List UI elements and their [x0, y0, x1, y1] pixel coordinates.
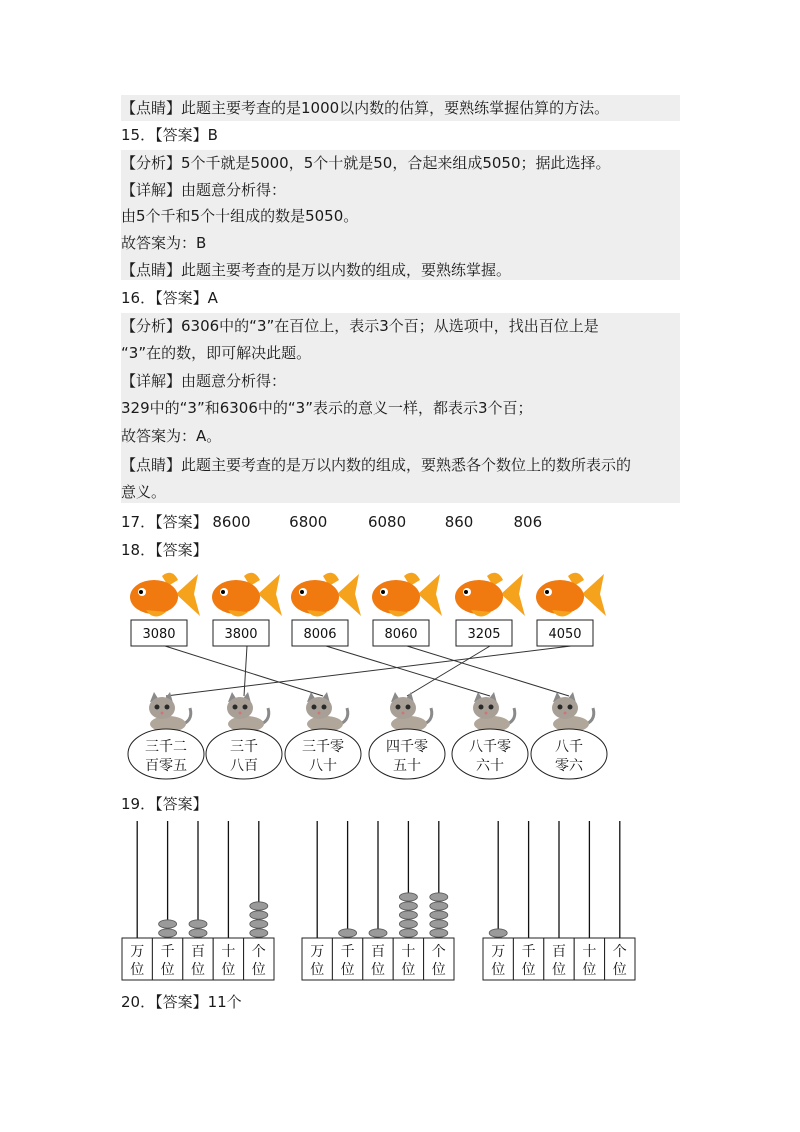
place-label: 位: [521, 962, 536, 978]
fish-number: 3205: [467, 627, 501, 642]
answer-heading: 16．【答案】A: [121, 289, 218, 307]
abacus: [302, 821, 454, 980]
abacus-bead: [159, 920, 177, 928]
place-label: 位: [401, 962, 416, 978]
answer-label: 17．【答案】: [121, 513, 208, 531]
number-word: 五十: [393, 758, 421, 774]
abacus-bead: [399, 929, 417, 937]
abacus-bead: [430, 920, 448, 928]
place-label: 十: [582, 944, 597, 960]
answer-value: 860: [444, 513, 474, 531]
number-word: 四千零: [386, 739, 428, 755]
abacus-bead: [489, 929, 507, 937]
answer-value: 6800: [289, 513, 328, 531]
fish-number: 4050: [548, 627, 582, 642]
abacus: [483, 821, 635, 980]
place-label: 位: [491, 962, 506, 978]
number-word: 八千零: [469, 739, 511, 755]
answer-heading: 18．【答案】: [121, 541, 208, 559]
number-word: 八十: [309, 758, 337, 774]
abacus-bead: [399, 893, 417, 901]
analysis-text: “3”在的数，即可解决此题。: [121, 344, 312, 362]
detail-text: 由5个千和5个十组成的数是5050。: [121, 207, 359, 225]
place-label: 千: [521, 944, 536, 960]
conclusion-text: 故答案为：A。: [121, 427, 222, 445]
answer-heading: 15．【答案】B: [121, 126, 218, 144]
number-word: 三千: [230, 739, 258, 755]
abacus-bead: [339, 929, 357, 937]
place-label: 位: [251, 962, 266, 978]
abacus-bead: [189, 920, 207, 928]
abacus-bead: [159, 929, 177, 937]
abacus-bead: [250, 911, 268, 919]
fish-number: 3800: [224, 627, 258, 642]
place-label: 万: [491, 944, 506, 960]
place-label: 位: [160, 962, 175, 978]
number-word: 三千零: [302, 739, 344, 755]
abacus-bead: [430, 911, 448, 919]
place-label: 位: [371, 962, 385, 978]
place-label: 个: [251, 944, 266, 960]
detail-text: 329中的“3”和6306中的“3”表示的意义一样，都表示3个百；: [121, 399, 533, 417]
abacus: [122, 821, 274, 980]
tip-text: 意义。: [121, 483, 167, 501]
abacus-bead: [250, 920, 268, 928]
analysis-text: 【分析】6306中的“3”在百位上，表示3个百；从选项中，找出百位上是: [121, 317, 599, 335]
abacus-bead: [430, 893, 448, 901]
abacus-bead: [250, 902, 268, 910]
place-label: 位: [340, 962, 355, 978]
number-word: 六十: [476, 758, 504, 774]
place-label: 十: [221, 944, 236, 960]
place-label: 位: [552, 962, 566, 978]
tip-text: 【点睛】此题主要考查的是万以内数的组成，要熟练掌握。: [121, 261, 512, 279]
conclusion-text: 故答案为：B: [121, 234, 207, 252]
place-label: 位: [221, 962, 236, 978]
abacus-bead: [369, 929, 387, 937]
number-word: 零六: [555, 758, 583, 774]
detail-heading: 【详解】由题意分析得：: [121, 181, 287, 199]
place-label: 个: [612, 944, 627, 960]
number-word: 八千: [555, 739, 583, 755]
number-word: 百零五: [145, 758, 187, 774]
tip-text: 【点睛】此题主要考查的是万以内数的组成，要熟悉各个数位上的数所表示的: [121, 456, 632, 474]
place-label: 千: [340, 944, 355, 960]
place-label: 百: [371, 944, 385, 960]
tip-text: 【点睛】此题主要考查的是1000以内数的估算，要熟练掌握估算的方法。: [121, 99, 610, 117]
abacus-bead: [250, 929, 268, 937]
place-label: 万: [130, 944, 145, 960]
place-label: 位: [310, 962, 325, 978]
answer-value: 806: [513, 513, 543, 531]
analysis-text: 【分析】5个千就是5000，5个十就是50，合起来组成5050；据此选择。: [121, 154, 611, 172]
abacus-bead: [430, 929, 448, 937]
place-label: 位: [191, 962, 205, 978]
place-label: 千: [160, 944, 175, 960]
abacus-bead: [430, 902, 448, 910]
abacus-bead: [189, 929, 207, 937]
abacus-bead: [399, 902, 417, 910]
number-word: 八百: [230, 758, 258, 774]
fish-number: 8006: [303, 627, 337, 642]
place-label: 万: [310, 944, 325, 960]
abacus-bead: [399, 911, 417, 919]
answer-heading: 19．【答案】: [121, 795, 208, 813]
place-label: 位: [612, 962, 627, 978]
fish-number: 3080: [142, 627, 176, 642]
number-word: 三千二: [145, 739, 187, 755]
place-label: 个: [431, 944, 446, 960]
answer-value: 8600: [212, 513, 251, 531]
place-label: 位: [130, 962, 145, 978]
place-label: 百: [552, 944, 566, 960]
answer-value: 6080: [367, 513, 407, 531]
abacus-bead: [399, 920, 417, 928]
answer-heading: 20．【答案】11个: [121, 993, 242, 1011]
detail-heading: 【详解】由题意分析得：: [121, 372, 287, 390]
place-label: 位: [431, 962, 446, 978]
place-label: 位: [582, 962, 597, 978]
fish-number: 8060: [384, 627, 418, 642]
place-label: 十: [401, 944, 416, 960]
place-label: 百: [191, 944, 205, 960]
